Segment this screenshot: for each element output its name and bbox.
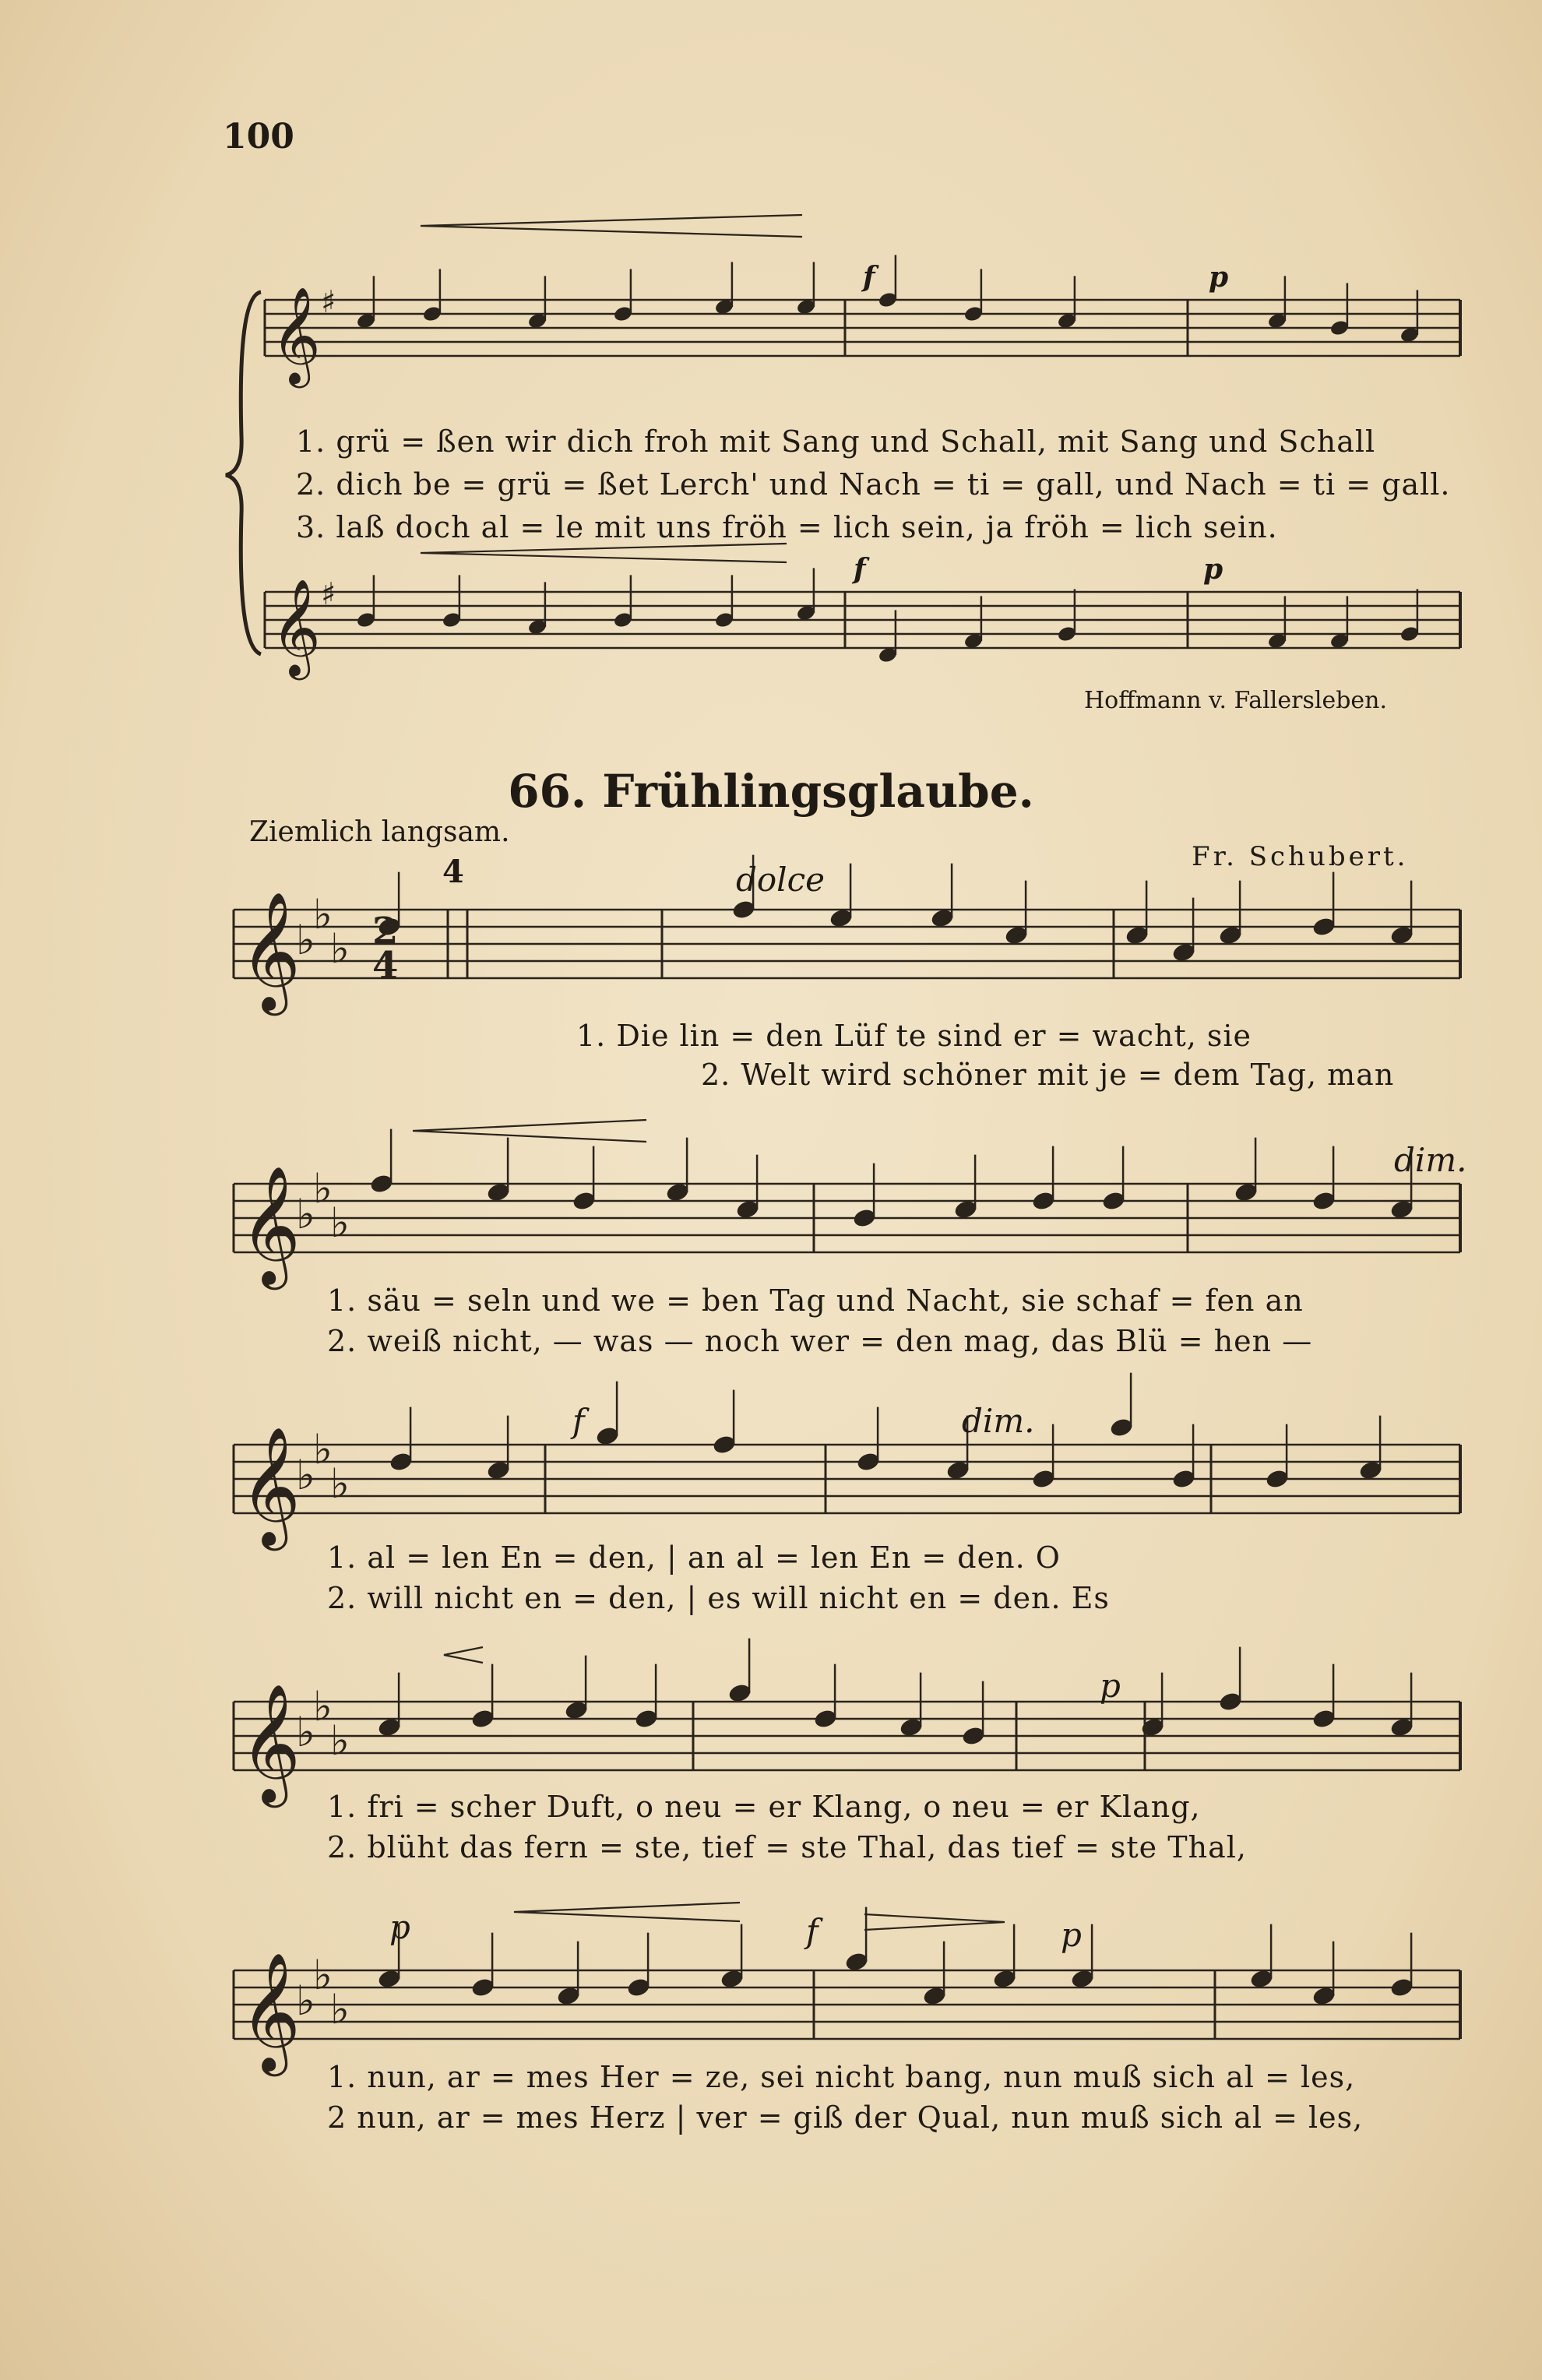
song66-staff-3-treble-clef: 𝄞 [240,1426,301,1546]
song65-upper-sharp: ♯ [321,284,336,321]
song65-verse-2: 2. dich be = grü = ßet Lerch' und Nach = ti = gall, und Nach = ti = gall. [296,467,1451,502]
song66-staff-2-treble-clef: 𝄞 [240,1165,301,1285]
song65-lower-sharp: ♯ [321,576,336,613]
dynamic-dim-2: dim. [962,1402,1035,1440]
song66-staff-1-treble-clef: 𝄞 [240,891,301,1011]
song66-staff-5-treble-clef: 𝄞 [240,1952,301,2072]
song66-staff-4-flat: ♭ [313,1683,333,1731]
time-signature-top: 2 [372,910,399,953]
crescendo-sys2 [413,1120,646,1142]
system4-verse-2: 2. blüht das fern = ste, tief = ste Thal, das tief = ste Thal, [327,1830,1247,1864]
dynamic-p1-sys5: p [389,1908,410,1946]
measure-number: 4 [442,854,464,890]
song66-staff-2-flat: ♭ [330,1199,350,1248]
song65-dynamic-f: f [863,261,875,294]
time-signature-bottom: 4 [372,944,399,988]
system1-verse-1: 1. Die lin = den Lüf te sind er = wacht, sie [576,1019,1252,1053]
song65-crescendo-upper [421,215,802,237]
dynamic-p-sys4: p [1100,1667,1121,1705]
system3-verse-1: 1. al = len En = den, | an al = len En = den. O [327,1540,1061,1575]
song65-dynamic-f-lower: f [854,553,866,586]
song66-staff-3-flat: ♭ [313,1426,333,1474]
system3-verse-2: 2. will nicht en = den, | es will nicht en = den. Es [327,1581,1110,1615]
song-title: 66. Frühlingsglaube. [508,765,1034,818]
song66-staff-2-flat: ♭ [313,1165,333,1213]
page-number: 100 [223,117,294,157]
song66-staff-4-flat: ♭ [296,1709,315,1757]
song66-staff-4-flat: ♭ [330,1717,350,1766]
system4-verse-1: 1. fri = scher Duft, o neu = er Klang, o neu = er Klang, [327,1790,1201,1824]
song66-staff-4-treble-clef: 𝄞 [240,1683,301,1803]
tempo-marking: Ziemlich langsam. [249,816,510,848]
system2-verse-2: 2. weiß nicht, — was — noch wer = den mag, das Blü = hen — [327,1324,1313,1358]
song65-lower-staff-treble-clef: 𝄞 [271,579,321,676]
song66-staff-1-flat: ♭ [296,917,315,965]
system5-verse-1: 1. nun, ar = mes Her = ze, sei nicht bang, nun muß sich al = les, [327,2060,1356,2094]
dynamic-f-sys3: f [572,1402,585,1440]
song66-staff-2-flat: ♭ [296,1191,315,1239]
song65-dynamic-p-lower: p [1203,553,1223,586]
poet-credit: Hoffmann v. Fallersleben. [1084,687,1388,714]
song66-staff-5-flat: ♭ [313,1952,333,2000]
song65-verse-1: 1. grü = ßen wir dich froh mit Sang und Schall, mit Sang und Schall [296,424,1376,459]
song66-staff-5-flat: ♭ [330,1986,350,2034]
song65-upper-staff-treble-clef: 𝄞 [271,287,321,384]
decrescendo-sys5 [864,1914,1005,1930]
song66-staff-5-flat: ♭ [296,1977,315,2026]
song66-staff-3-flat: ♭ [296,1452,315,1500]
dynamic-p2-sys5: p [1061,1916,1082,1954]
crescendo-sys4 [444,1647,483,1663]
song66-staff-1-flat: ♭ [330,925,350,973]
dynamic-dolce: dolce [736,861,825,899]
system-brace [226,292,261,654]
song66-staff-1-flat: ♭ [313,891,333,939]
song66-staff-3-flat: ♭ [330,1460,350,1509]
system5-verse-2: 2 nun, ar = mes Herz | ver = giß der Qual, nun muß sich al = les, [327,2100,1364,2135]
dynamic-f-sys5: f [806,1912,819,1950]
composer-credit: Fr. Schubert. [1192,841,1409,872]
dynamic-dim-1: dim. [1394,1141,1467,1179]
system2-verse-1: 1. säu = seln und we = ben Tag und Nacht, sie schaf = fen an [327,1283,1304,1318]
crescendo-sys5 [514,1903,740,1921]
song65-dynamic-p: p [1209,261,1229,294]
song65-crescendo-lower [421,544,787,562]
system1-verse-2: 2. Welt wird schöner mit je = dem Tag, man [701,1058,1395,1092]
song65-verse-3: 3. laß doch al = le mit uns fröh = lich sein, ja fröh = lich sein. [296,510,1278,544]
